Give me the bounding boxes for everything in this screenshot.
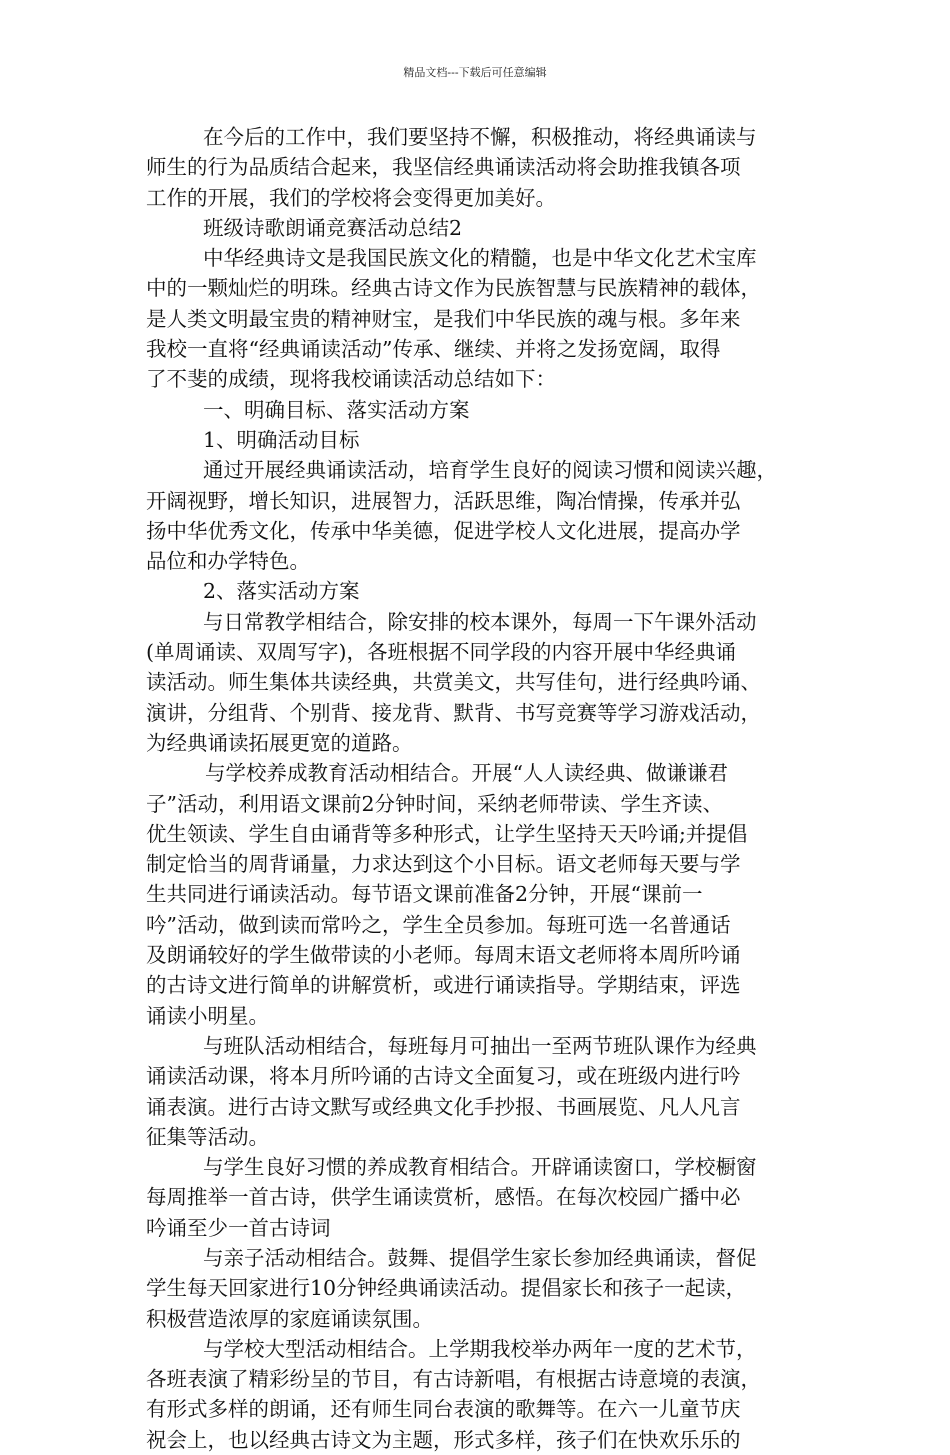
text-line: 诵读小明星。 xyxy=(146,1003,269,1028)
text-line: 有形式多样的朗诵，还有师生同台表演的歌舞等。在六一儿童节庆 xyxy=(146,1397,741,1422)
text-line: 与学生良好习惯的养成教育相结合。开辟诵读窗口，学校橱窗 xyxy=(203,1155,757,1180)
text-line: 扬中华优秀文化，传承中华美德，促进学校人文化进展，提高办学 xyxy=(146,518,741,543)
heading-2: 1、明确活动目标 xyxy=(203,427,360,452)
text-line: 生共同进行诵读活动。每节语文课前准备2分钟，开展“课前一 xyxy=(146,882,703,907)
text-line: 是人类文明最宝贵的精神财宝，是我们中华民族的魂与根。多年来 xyxy=(146,306,741,331)
heading-2: 2、落实活动方案 xyxy=(203,579,360,604)
text-line: 及朗诵较好的学生做带读的小老师。每周末语文老师将本周所吟诵 xyxy=(146,943,741,968)
text-line: 中华经典诗文是我国民族文化的精髓，也是中华文化艺术宝库 xyxy=(203,246,757,271)
text-line: 诵表演。进行古诗文默写或经典文化手抄报、书画展览、凡人凡言 xyxy=(146,1094,741,1119)
text-line: (单周诵读、双周写字)，各班根据不同学段的内容开展中华经典诵 xyxy=(146,640,736,665)
text-line: 诵读活动课，将本月所吟诵的古诗文全面复习，或在班级内进行吟 xyxy=(146,1064,741,1089)
text-line: 我校一直将“经典诵读活动”传承、继续、并将之发扬宽阔，取得 xyxy=(146,337,721,362)
document-body xyxy=(146,122,808,1455)
section-title: 班级诗歌朗诵竞赛活动总结2 xyxy=(203,215,463,240)
text-line: 品位和办学特色。 xyxy=(146,549,310,574)
text-line: 与亲子活动相结合。鼓舞、提倡学生家长参加经典诵读，督促 xyxy=(203,1245,757,1270)
text-line: 征集等活动。 xyxy=(146,1124,269,1149)
text-line: 优生领读、学生自由诵背等多种形式，让学生坚持天天吟诵;并提倡 xyxy=(146,821,748,846)
text-line: 与学校养成教育活动相结合。开展“人人读经典、做谦谦君 xyxy=(205,761,728,786)
text-line: 制定恰当的周背诵量，力求达到这个小目标。语文老师每天要与学 xyxy=(146,852,741,877)
text-line: 每周推举一首古诗，供学生诵读赏析，感悟。在每次校园广播中必 xyxy=(146,1185,741,1210)
text-line: 为经典诵读拓展更宽的道路。 xyxy=(146,730,413,755)
text-line: 子”活动，利用语文课前2分钟时间，采纳老师带读、学生齐读、 xyxy=(146,791,724,816)
text-line: 在今后的工作中，我们要坚持不懈，积极推动，将经典诵读与 xyxy=(203,125,757,149)
text-line: 与班队活动相结合，每班每月可抽出一至两节班队课作为经典 xyxy=(203,1033,757,1058)
text-line: 与学校大型活动相结合。上学期我校举办两年一度的艺术节， xyxy=(203,1336,757,1361)
text-line: 学生每天回家进行10分钟经典诵读活动。提倡家长和孩子一起读， xyxy=(146,1276,747,1301)
text-line: 的古诗文进行简单的讲解赏析，或进行诵读指导。学期结束，评选 xyxy=(146,973,741,998)
page-header: 精品文档---下载后可任意编辑 xyxy=(403,66,547,79)
text-line: 演讲，分组背、个别背、接龙背、默背、书写竞赛等学习游戏活动， xyxy=(146,700,761,725)
heading-1: 一、明确目标、落实活动方案 xyxy=(203,397,470,422)
text-line: 读活动。师生集体共读经典，共赏美文，共写佳句，进行经典吟诵、 xyxy=(146,670,761,695)
text-line: 积极营造浓厚的家庭诵读氛围。 xyxy=(146,1306,433,1331)
text-line: 与日常教学相结合，除安排的校本课外，每周一下午课外活动 xyxy=(203,609,757,634)
text-line: 通过开展经典诵读活动，培育学生良好的阅读习惯和阅读兴趣， xyxy=(203,458,777,483)
text-line: 师生的行为品质结合起来，我坚信经典诵读活动将会助推我镇各项 xyxy=(146,155,741,180)
text-line: 吟诵至少一首古诗词 xyxy=(146,1215,331,1240)
text-line: 工作的开展，我们的学校将会变得更加美好。 xyxy=(146,185,556,210)
text-line: 吟”活动，做到读而常吟之，学生全员参加。每班可选一名普通话 xyxy=(146,912,731,937)
text-line: 开阔视野，增长知识，进展智力，活跃思维，陶冶情操，传承并弘 xyxy=(146,488,741,513)
text-line: 祝会上，也以经典古诗文为主题，形式多样，孩子们在快欢乐乐的 xyxy=(146,1427,741,1452)
text-line: 了不斐的成绩，现将我校诵读活动总结如下： xyxy=(146,367,556,392)
text-line: 各班表演了精彩纷呈的节目，有古诗新唱，有根据古诗意境的表演， xyxy=(146,1367,761,1392)
text-line: 中的一颗灿烂的明珠。经典古诗文作为民族智慧与民族精神的载体， xyxy=(146,276,761,301)
